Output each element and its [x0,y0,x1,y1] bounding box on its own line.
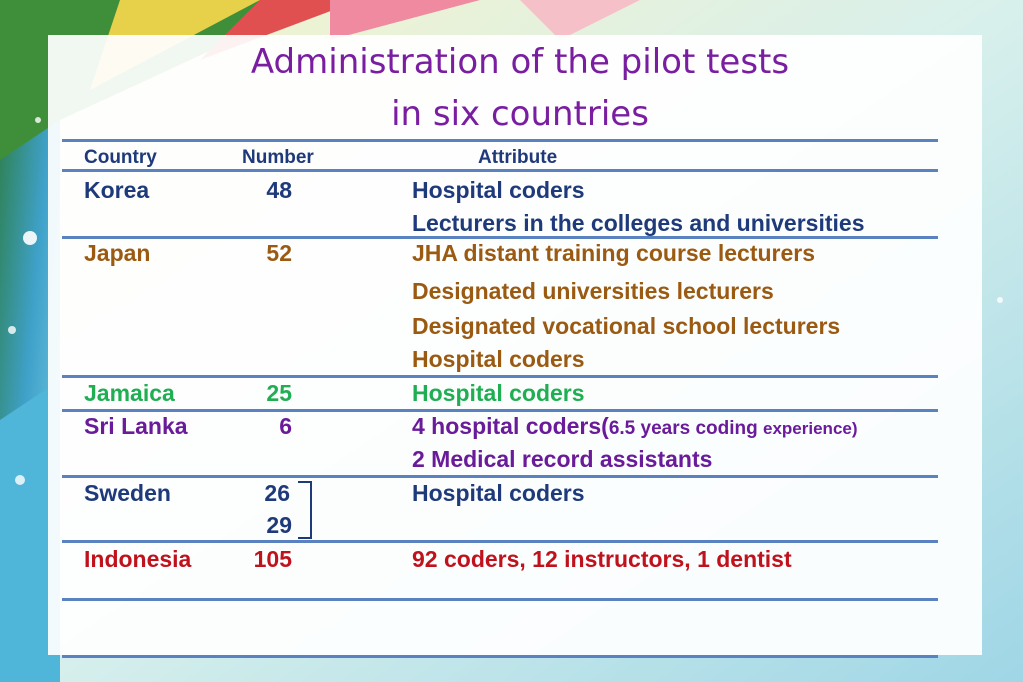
country-sweden: Sweden [84,480,171,506]
slide-title [0,36,1023,140]
attribute-jamaica-1: Hospital coders [412,380,585,406]
country-sri-lanka: Sri Lanka [84,413,188,439]
table-rule [62,475,938,478]
country-japan: Japan [84,240,151,266]
attribute-japan-4: Hospital coders [412,346,585,372]
attribute-sri-lanka-main: 4 hospital coders( [412,413,609,439]
header-country: Country [84,147,157,168]
attribute-korea-1: Hospital coders [412,177,585,203]
table-rule [62,655,938,658]
number-indonesia: 105 [253,546,292,572]
title-line-2: in six countries [391,94,649,134]
table-rule [62,375,938,378]
country-jamaica: Jamaica [84,380,175,406]
country-indonesia: Indonesia [84,546,192,572]
title-line-1: Administration of the pilot tests [250,42,790,82]
number-korea: 48 [266,177,292,203]
number-japan: 52 [266,240,292,266]
table-rule [62,540,938,543]
attribute-korea-2: Lecturers in the colleges and universities [412,210,865,236]
header-number: Number [242,147,314,168]
attribute-sri-lanka-2: 2 Medical record assistants [412,446,713,472]
number-sri-lanka: 6 [279,413,292,439]
attribute-japan-2: Designated universities lecturers [412,278,774,304]
attribute-sri-lanka-note-1: 6.5 years coding [608,418,764,439]
attribute-japan-3: Designated vocational school lecturers [412,313,841,339]
number-jamaica: 25 [266,380,292,406]
number-sweden-2: 29 [266,512,292,538]
attribute-indonesia-1: 92 coders, 12 instructors, 1 dentist [412,546,792,572]
attribute-sri-lanka-1 [412,412,858,443]
attribute-japan-1: JHA distant training course lecturers [412,240,816,266]
number-sweden-1: 26 [264,480,290,506]
attribute-sweden-1: Hospital coders [412,480,585,506]
attribute-sri-lanka-note-2: experience) [763,419,858,438]
sweden-bracket [298,481,312,539]
country-korea: Korea [84,177,150,203]
header-attribute: Attribute [478,147,558,168]
table-rule [62,139,938,142]
table-rule [62,598,938,601]
